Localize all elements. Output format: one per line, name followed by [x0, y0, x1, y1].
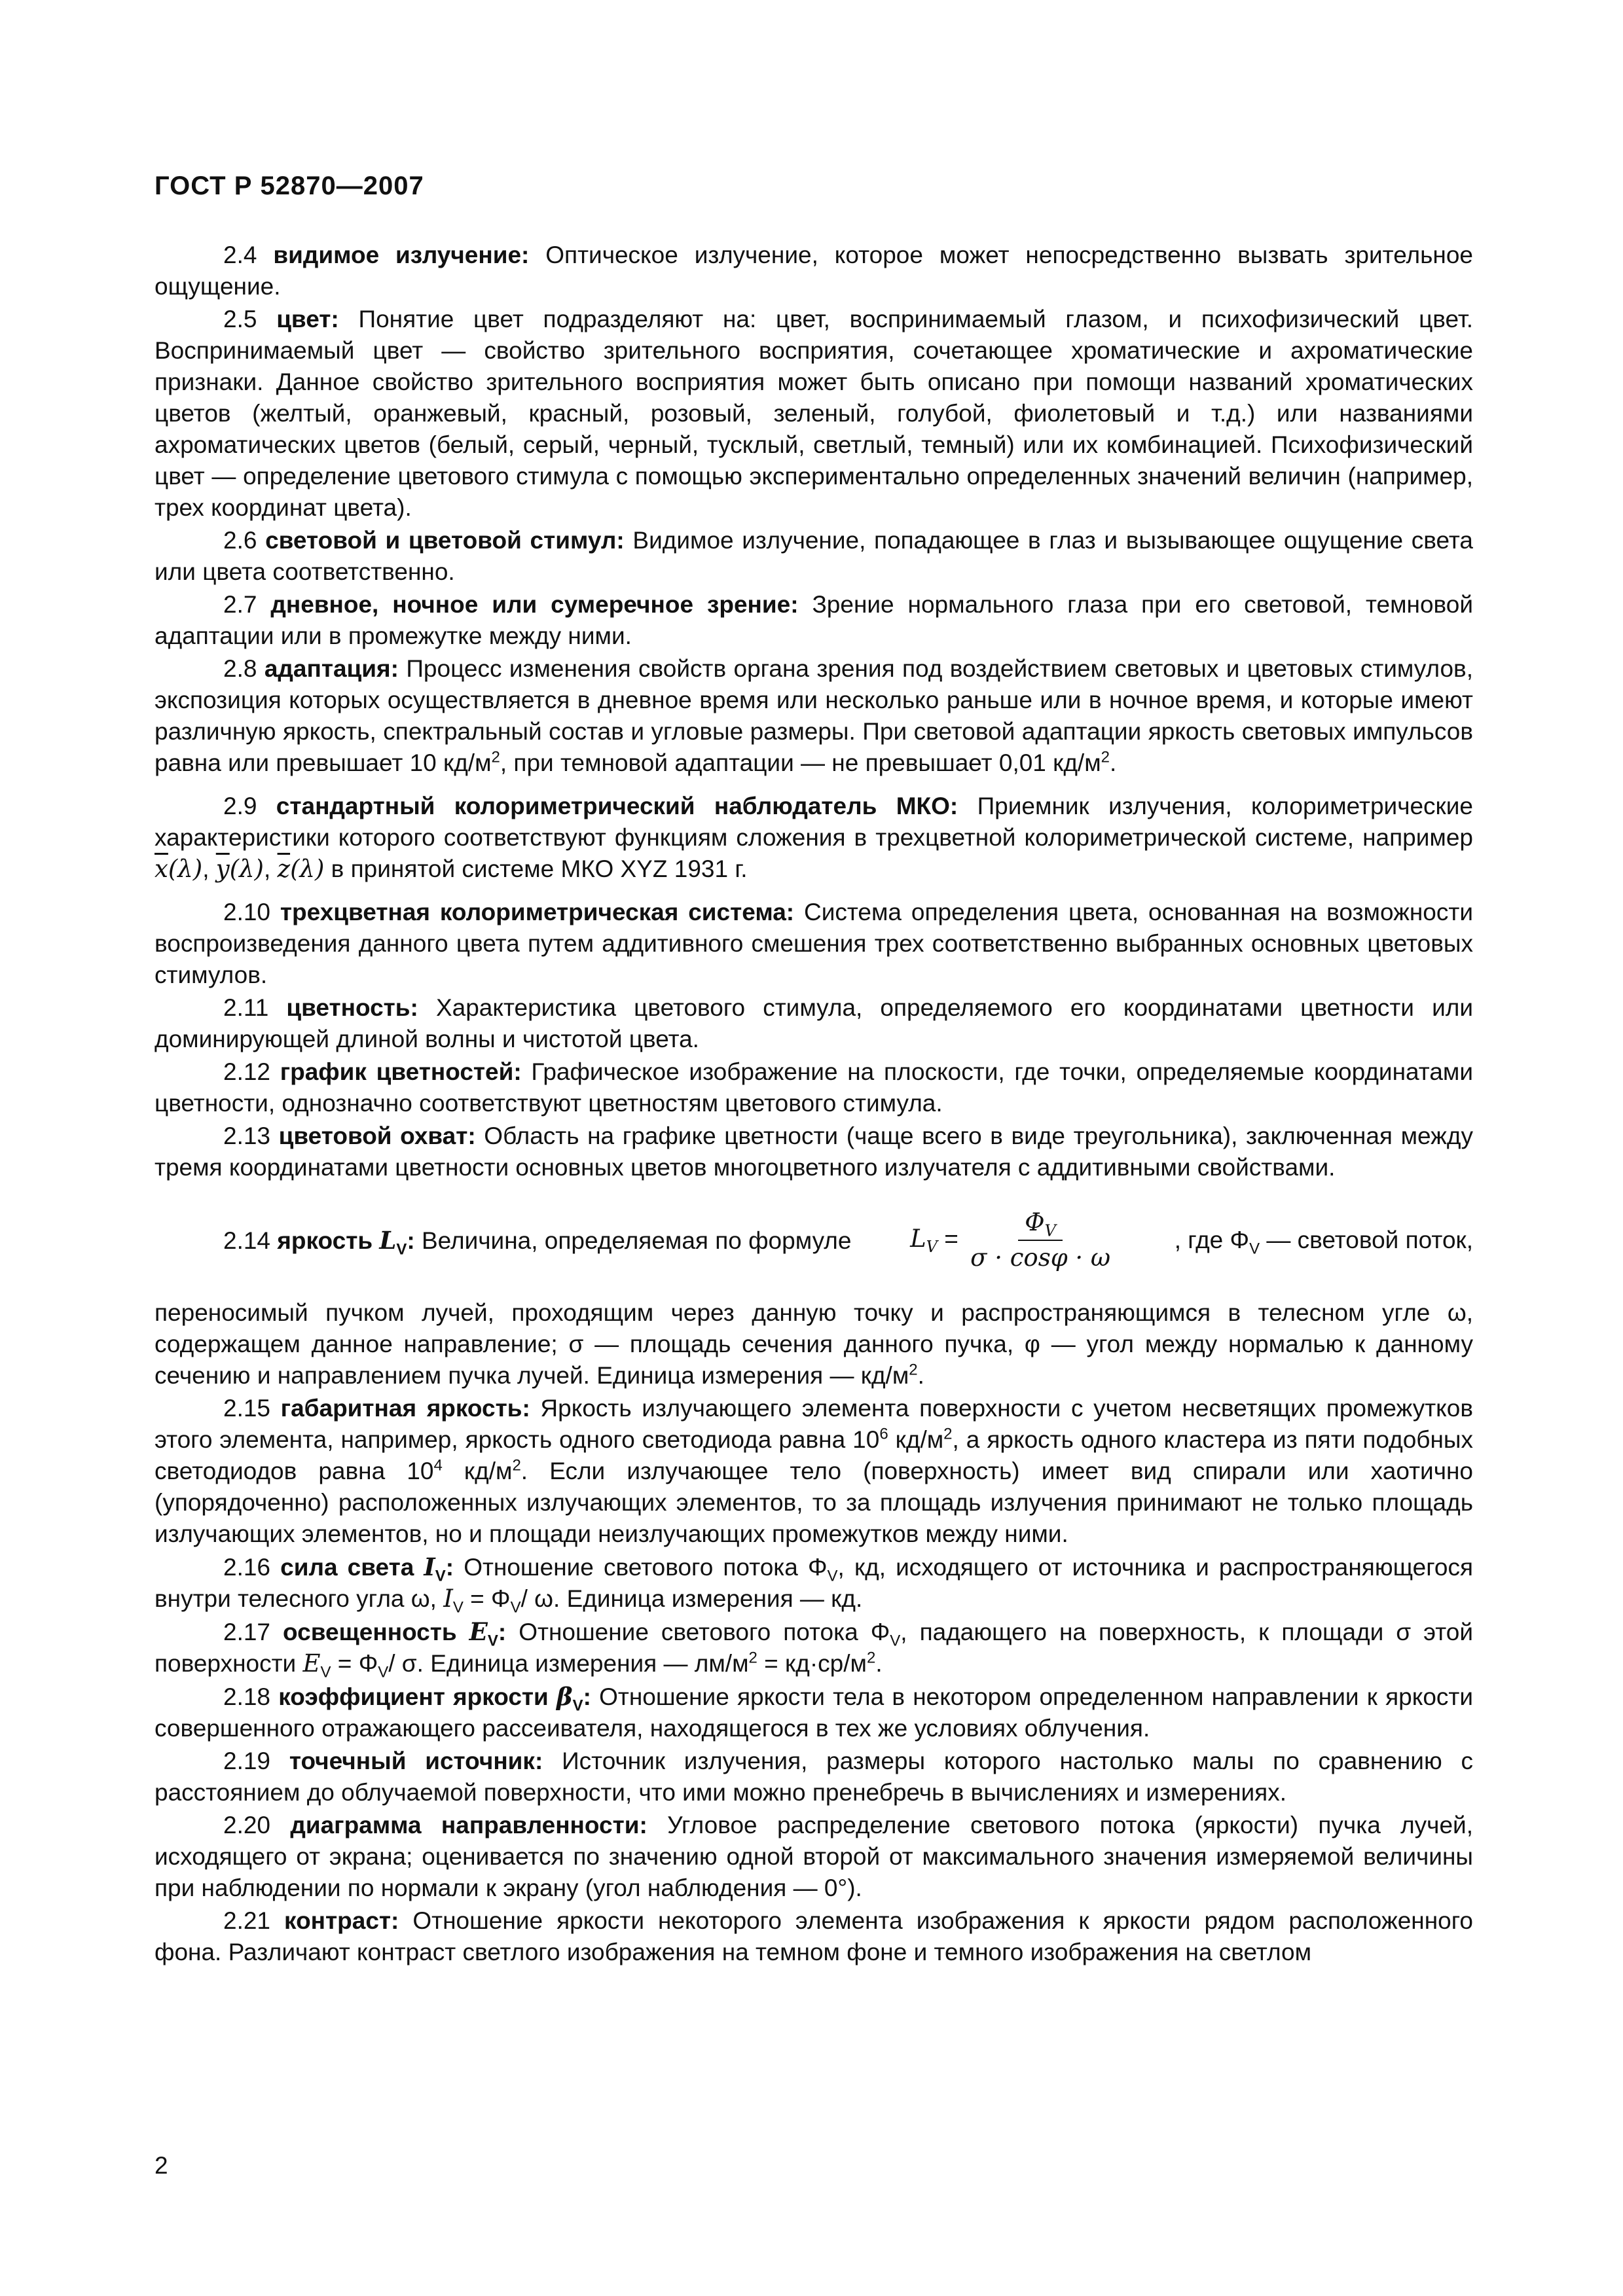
clause-2-17: 2.17 освещенность $E_V$: Отношение светового потока $\Phi_V$, падающего на поверхность, к площади σ этой поверхности $E_V = \Phi_V/$ σ. Единица измерения — $лм/м^2 = кд\cdot ср/м^2$. [155, 1617, 1474, 1681]
clause-2-21: 2.21 контраст: Отношение яркости некоторого элемента изображения к яркости рядом расположенного фона. Различают контраст светлого изображения на темном фоне и темного изображения на светлом [155, 1907, 1473, 1965]
clause-2-12: 2.12 график цветностей: Графическое изображение на плоскости, где точки, определяемые координатами цветности, однозначно соответствуют цветностям цветового стимула. [155, 1058, 1474, 1117]
term: яркость $L_V$: [277, 1225, 415, 1258]
clause-2-15: 2.15 габаритная яркость: Яркость излучающего элемента поверхности с учетом несветящих промежутков этого элемента, например, яркость одного светодиода равна $10^6$ $кд/м^2$, а яркость одного кластера из пяти подобных светодиодов равна $10^4$ $кд/м^2$. Если излучающее тело (поверхность) имеет вид спирали или хаотично (упорядоченно) расположенных излучающих элементов, то за площадь излучения принимают не только площадь излучающих элементов, но и площади неизлучающих промежутков между ними. [155, 1395, 1474, 1547]
page-header: ГОСТ Р 52870—2007 [155, 171, 424, 200]
term: дневное, ночное или сумеречное зрение: [270, 591, 799, 618]
term: цвет: [276, 306, 339, 332]
clause-2-20: 2.20 диаграмма направленности: Угловое распределение светового потока (яркости) пучка лучей, исходящего от экрана; оценивается по значению одной второй от максимального значения измеряемой величины при наблюдении по нормали к экрану (угол наблюдения — 0°). [155, 1812, 1473, 1901]
clause-2-7: 2.7 дневное, ночное или сумеречное зрение: Зрение нормального глаза при его световой, темновой адаптации или в промежутке между ними. [155, 591, 1474, 649]
term: трехцветная колориметрическая система: [280, 899, 795, 925]
term: сила света $I_V$: [280, 1552, 454, 1585]
clause-2-13: 2.13 цветовой охват: Область на графике цветности (чаще всего в виде треугольника), заключенная между тремя координатами цветности основных цветов многоцветного излучателя с аддитивными свойствами. [155, 1122, 1474, 1181]
term: точечный источник: [289, 1748, 543, 1774]
clause-2-18: 2.18 коэффициент яркости $\beta_V$: Отношение яркости тела в некотором определенном направлении к яркости совершенного отражающего рассеивателя, находящегося в тех же условиях облучения. [155, 1682, 1474, 1742]
term: стандартный колориметрический наблюдатель МКО: [276, 793, 958, 819]
formula-fraction: $\frac{\Phi_V}{\sigma \cdot \cos\varphi \cdot \omega}$ [970, 1208, 1111, 1272]
term: освещенность $E_V$: [283, 1617, 507, 1650]
term: коэффициент яркости $\beta_V$: [278, 1682, 591, 1715]
clause-2-19: 2.19 точечный источник: Источник излучения, размеры которого настолько малы по сравнению с расстоянием до облучаемой поверхности, что ими можно пренебречь в вычислениях и измерениях. [155, 1748, 1474, 1806]
document-body [155, 240, 1473, 1969]
clause-2-10: 2.10 трехцветная колориметрическая система: Система определения цвета, основанная на возможности воспроизведения данного цвета путем аддитивного смешения трех соответственно выбранных основных цветовых стимулов. [155, 899, 1473, 988]
term: график цветностей: [280, 1058, 522, 1085]
luminance-formula: $L_V$ = $\frac{\Phi_V}{\sigma \cdot \cos\varphi \cdot \omega}$ [910, 1207, 1116, 1274]
term: видимое излучение: [273, 242, 530, 268]
clause-2-14-continued: переносимый пучком лучей, проходящим через данную точку и распространяющимся в телесном угле ω, содержащем данное направление; σ — площадь сечения данного пучка, φ — угол между нормалью к данному сечению и направлением пучка лучей. Единица измерения — $кд/м^2$. [155, 1299, 1473, 1389]
page-number: 2 [155, 2152, 168, 2179]
clause-2-14-formula-line [155, 1207, 1473, 1274]
clause-2-14-tail: , где $\Phi_V$ — световой поток, [1174, 1227, 1473, 1258]
clause-2-11: 2.11 цветность: Характеристика цветового стимула, определяемого его координатами цветности или доминирующей длиной волны и чистотой цвета. [155, 994, 1474, 1052]
clause-2-14-lead: 2.14 яркость $L_V$: Величина, определяемая по формуле [223, 1225, 852, 1258]
term: диаграмма направленности: [290, 1812, 647, 1839]
term: контраст: [284, 1907, 399, 1934]
term: цветность: [286, 994, 418, 1021]
term: световой и цветовой стимул: [265, 527, 625, 554]
clause-2-6: 2.6 световой и цветовой стимул: Видимое излучение, попадающее в глаз и вызывающее ощущение света или цвета соответственно. [155, 527, 1473, 585]
term: цветовой охват: [278, 1122, 476, 1149]
term: адаптация: [264, 655, 399, 682]
term: габаритная яркость: [280, 1395, 530, 1422]
clause-2-16: 2.16 сила света $I_V$: Отношение светового потока $\Phi_V$, кд, исходящего от источника и распространяющегося внутри телесного угла ω, $I_V = \Phi_V/$ ω. Единица измерения — кд. [155, 1552, 1473, 1617]
clause-2-5: 2.5 цвет: Понятие цвет подразделяют на: цвет, воспринимаемый глазом, и психофизический цвет. Воспринимаемый цвет — свойство зрительного восприятия, сочетающее хроматические и ахроматические признаки. Данное свойство зрительного восприятия может быть описано при помощи названий хроматических цветов (желтый, оранжевый, красный, розовый, зеленый, голубой, фиолетовый и т.д.) или названиями ахроматических цветов (белый, серый, черный, тусклый, светлый, темный) или их комбинацией. Психофизический цвет — определение цветового стимула с помощью экспериментально определенных значений величин (например, трех координат цвета). [155, 306, 1473, 521]
clause-2-8: 2.8 адаптация: Процесс изменения свойств органа зрения под воздействием световых и цветовых стимулов, экспозиция которых осуществляется в дневное время или несколько раньше или в ночное время, и которые имеют различную яркость, спектральный состав и угловые размеры. При световой адаптации яркость световых импульсов равна или превышает 10 $кд/м^2$, при темновой адаптации — не превышает 0,01 $кд/м^2$. [155, 655, 1473, 776]
clause-2-4: 2.4 видимое излучение: Оптическое излучение, которое может непосредственно вызвать зрительное ощущение. [155, 242, 1474, 300]
clause-2-9: 2.9 стандартный колориметрический наблюдатель МКО: Приемник излучения, колориметрические характеристики которого соответствуют функциям сложения в трехцветной колориметрической системе, например $\overline{x}(\lambda)$, $\overline{y}(\lambda)$, $\overline{z}(\lambda)$ в принятой системе МКО XYZ 1931 г. [155, 793, 1473, 883]
